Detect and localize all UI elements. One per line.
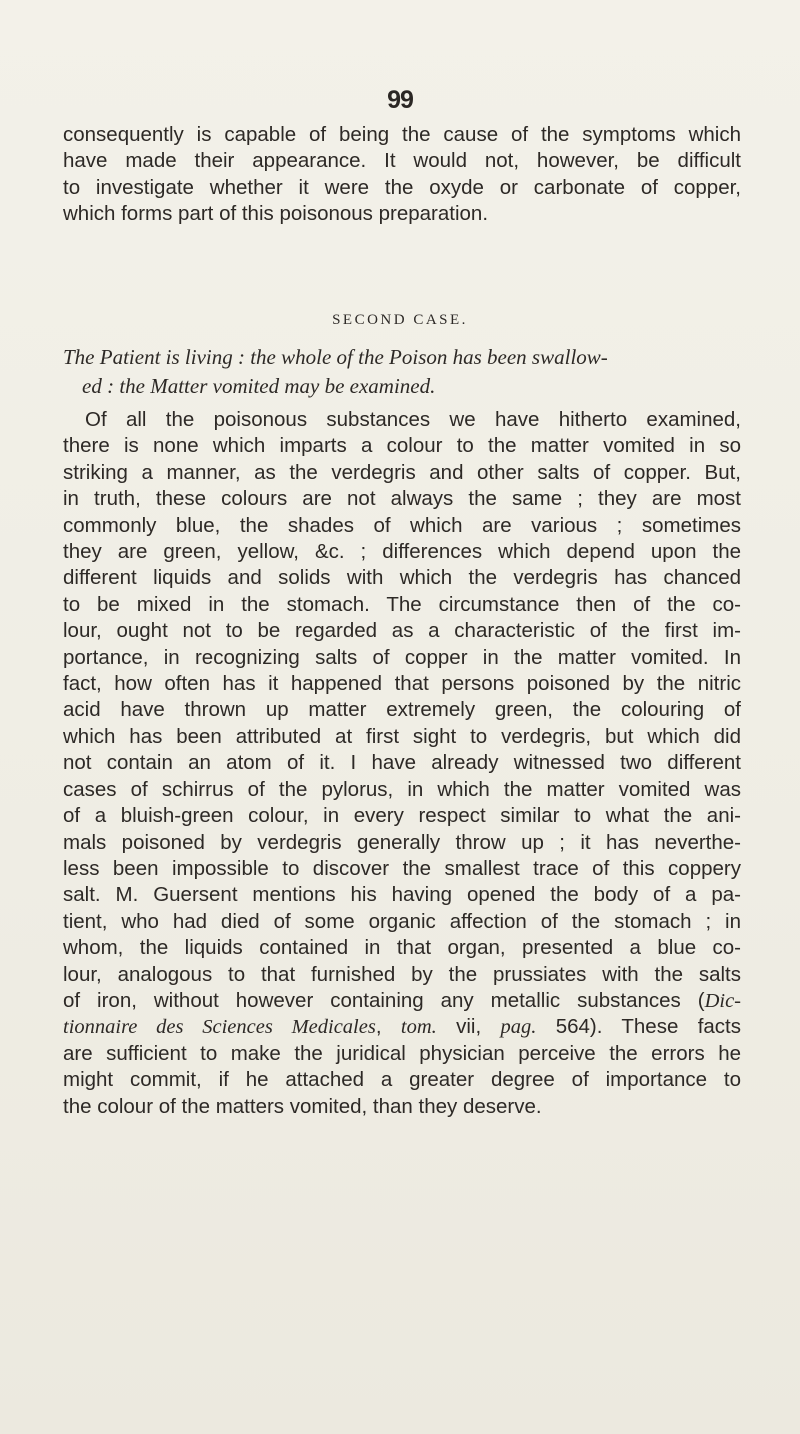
page-number: 99 <box>387 86 413 114</box>
citation-prefix: of iron, without however containing any metallic substances ( <box>63 988 705 1012</box>
citation-pag: pag. <box>500 1016 537 1039</box>
subheading-line: ed : the Matter vomited may be examined. <box>82 374 436 398</box>
text-line: different liquids and solids with which the verdegris has chanced <box>63 566 741 590</box>
section-heading: SECOND CASE. <box>332 312 468 328</box>
text-line: commonly blue, the shades of which are various ; sometimes <box>63 513 741 537</box>
text-line: lour, ought not to be regarded as a characteristic of the first im- <box>63 619 741 643</box>
citation-line-2 <box>63 1014 741 1040</box>
text-line: tient, who had died of some organic affection of the stomach ; in <box>63 909 741 933</box>
text-line: to investigate whether it were the oxyde or carbonate of copper, <box>63 175 741 199</box>
citation-end: 564). These facts <box>536 1015 741 1039</box>
text-line: striking a manner, as the verdegris and other salts of copper. But, <box>63 460 741 484</box>
text-line: which forms part of this poisonous preparation. <box>63 202 489 226</box>
text-line: Of all the poisonous substances we have hitherto examined, <box>85 408 741 431</box>
text-line: less been impossible to discover the smallest trace of this coppery <box>63 856 741 880</box>
text-line: fact, how often has it happened that persons poisoned by the nitric <box>63 672 741 696</box>
paragraph <box>63 122 741 228</box>
subheading-line: The Patient is living : the whole of the Poison has been swallow- <box>63 345 608 369</box>
paragraph-continuation <box>63 122 741 228</box>
citation-title-start: Dic- <box>704 989 741 1012</box>
text-line: of a bluish-green colour, in every respect similar to what the ani- <box>63 804 741 828</box>
text-line: which has been attributed at first sight to verdegris, but which did <box>63 724 741 748</box>
text-line: not contain an atom of it. I have already witnessed two different <box>63 751 741 775</box>
citation-separator: , <box>375 1015 401 1039</box>
text-line: there is none which imparts a colour to the matter vomited in so <box>63 434 741 458</box>
case-subheading <box>63 343 741 401</box>
text-line: cases of schirrus of the pylorus, in which the matter vomited was <box>63 777 741 801</box>
text-line: salt. M. Guersent mentions his having opened the body of a pa- <box>63 883 741 907</box>
text-line: have made their appearance. It would not, however, be difficult <box>63 149 741 173</box>
text-line: acid have thrown up matter extremely green, the colouring of <box>63 698 741 722</box>
text-line: to be mixed in the stomach. The circumstance then of the co- <box>63 592 741 616</box>
citation-volume: vii, <box>436 1015 501 1039</box>
text-line: mals poisoned by verdegris generally throw up ; it has neverthe- <box>63 830 741 854</box>
text-line: might commit, if he attached a greater degree of importance to <box>63 1068 741 1092</box>
citation-tom: tom. <box>400 1016 437 1039</box>
text-line: consequently is capable of being the cause of the symptoms which <box>63 123 741 146</box>
paragraph <box>63 407 741 1120</box>
text-line: they are green, yellow, &c. ; differences which depend upon the <box>63 540 741 564</box>
text-line: whom, the liquids contained in that organ, presented a blue co- <box>63 936 741 960</box>
text-line: in truth, these colours are not always the same ; they are most <box>63 487 741 511</box>
paragraph-main <box>63 407 741 1120</box>
text-line: lour, analogous to that furnished by the prussiates with the salts <box>63 962 741 986</box>
text-line: are sufficient to make the juridical physician perceive the errors he <box>63 1041 741 1065</box>
citation-line-1 <box>63 988 741 1014</box>
text-line: portance, in recognizing salts of copper in the matter vomited. In <box>63 645 741 669</box>
citation-title: tionnaire des Sciences Medicales <box>63 1016 376 1039</box>
text-line: the colour of the matters vomited, than they deserve. <box>63 1094 542 1118</box>
